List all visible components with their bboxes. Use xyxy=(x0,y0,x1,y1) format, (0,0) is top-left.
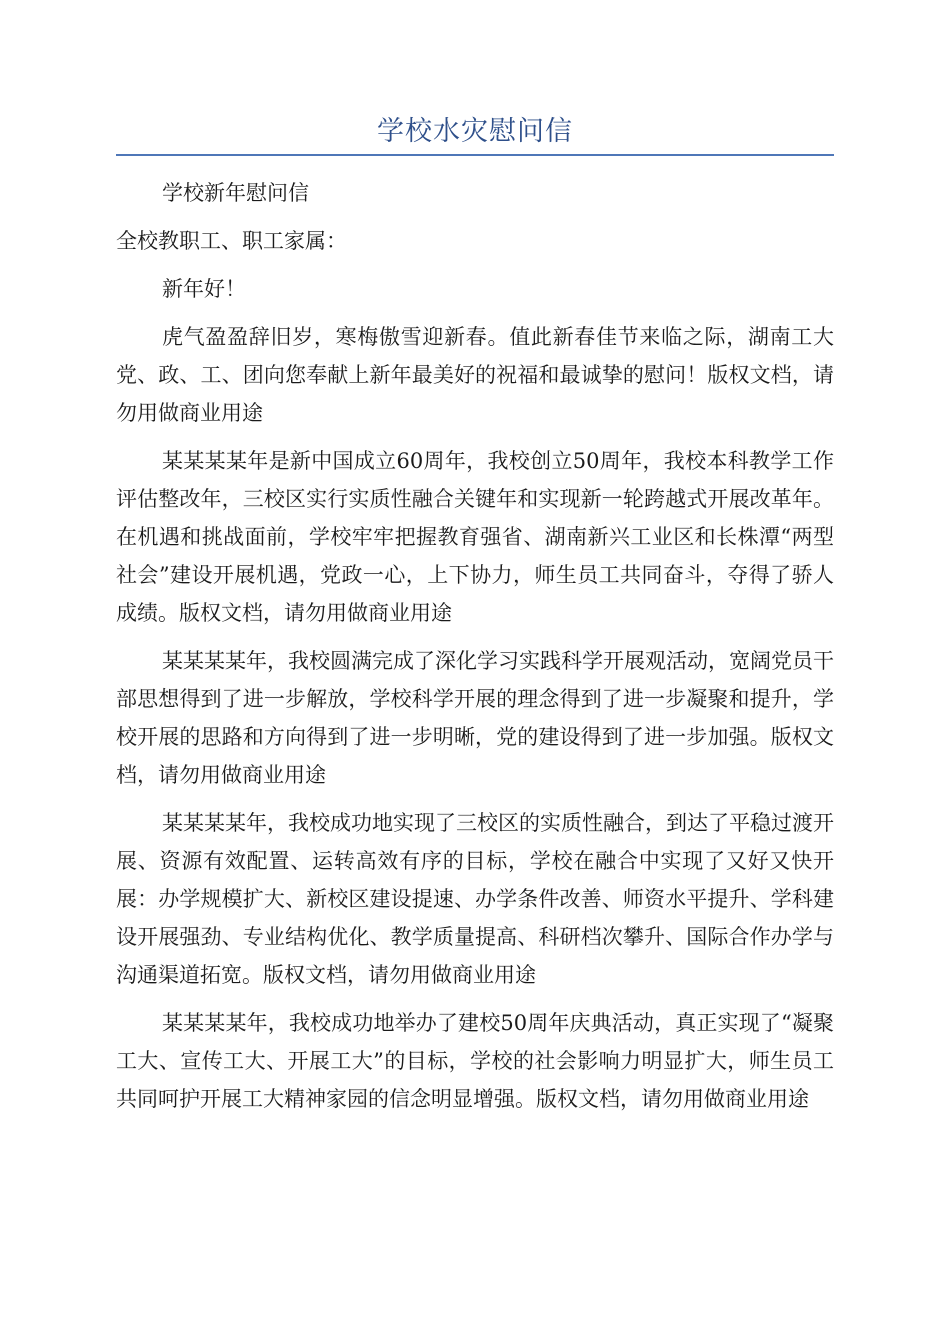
paragraph-3: 某某某某年，我校圆满完成了深化学习实践科学开展观活动，宽阔党员干部思想得到了进一步解放，学校科学开展的理念得到了进一步凝聚和提升，学校开展的思路和方向得到了进一步明晰，党的建设得到了进一步加强。版权文档，请勿用做商业用途 xyxy=(116,649,834,787)
paragraph-2: 某某某某年是新中国成立60周年，我校创立50周年，我校本科教学工作评估整改年，三校区实行实质性融合关键年和实现新一轮跨越式开展改革年。在机遇和挑战面前，学校牢牢把握教育强省、湖南新兴工业区和长株潭“两型社会”建设开展机遇，党政一心，上下协力，师生员工共同奋斗，夺得了骄人成绩。版权文档，请勿用做商业用途 xyxy=(116,449,834,625)
document-body xyxy=(116,174,834,1128)
letter-subtitle: 学校新年慰问信 xyxy=(162,181,309,205)
document-title: 学校水灾慰问信 xyxy=(377,116,573,147)
letter-greeting: 新年好！ xyxy=(162,277,246,301)
title-underline xyxy=(116,154,834,156)
letter-salutation: 全校教职工、职工家属： xyxy=(116,229,347,253)
paragraph-5: 某某某某年，我校成功地举办了建校50周年庆典活动，真正实现了“凝聚工大、宣传工大、开展工大”的目标，学校的社会影响力明显扩大，师生员工共同呵护开展工大精神家园的信念明显增强。版权文档，请勿用做商业用途 xyxy=(116,1011,834,1111)
paragraph-1: 虎气盈盈辞旧岁，寒梅傲雪迎新春。值此新春佳节来临之际，湖南工大党、政、工、团向您奉献上新年最美好的祝福和最诚挚的慰问！版权文档，请勿用做商业用途 xyxy=(116,325,834,425)
paragraph-4: 某某某某年，我校成功地实现了三校区的实质性融合，到达了平稳过渡开展、资源有效配置、运转高效有序的目标，学校在融合中实现了又好又快开展：办学规模扩大、新校区建设提速、办学条件改善、师资水平提升、学科建设开展强劲、专业结构优化、教学质量提高、科研档次攀升、国际合作办学与沟通渠道拓宽。版权文档，请勿用做商业用途 xyxy=(116,811,834,987)
